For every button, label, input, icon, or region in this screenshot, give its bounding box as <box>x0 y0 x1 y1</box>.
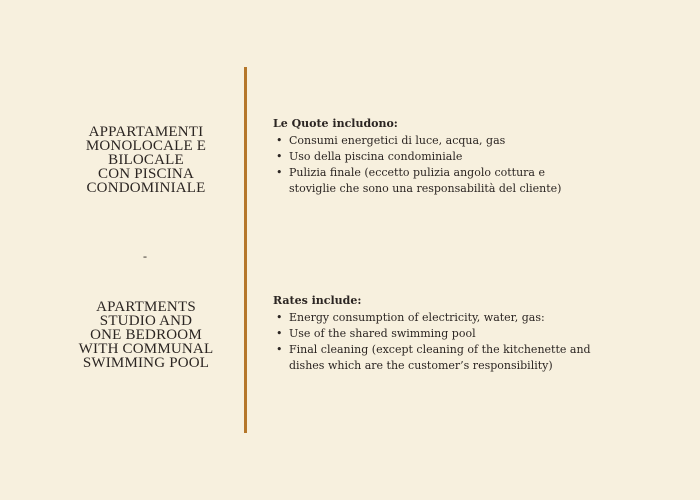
heading-line: CONDOMINIALE <box>86 180 206 196</box>
bullet-icon: • <box>276 150 283 163</box>
list-item-text: dishes which are the customer’s responsibility) <box>289 359 553 372</box>
italian-rates-list <box>273 133 673 197</box>
heading-line: ONE BEDROOM <box>90 327 202 343</box>
list-item <box>273 149 673 165</box>
list-item-text: stoviglie che sono una responsabilità del cliente) <box>289 182 562 195</box>
vertical-divider <box>244 67 247 433</box>
heading-line: WITH COMMUNAL <box>78 341 214 357</box>
heading-line: SWIMMING POOL <box>82 355 210 371</box>
list-item-text: Final cleaning (except cleaning of the kitchenette and <box>289 343 591 356</box>
english-rates-list <box>273 310 673 374</box>
list-item-text: Uso della piscina condominiale <box>289 150 463 163</box>
language-separator: - <box>143 249 147 263</box>
bullet-icon: • <box>276 134 283 147</box>
heading-line: BILOCALE <box>108 152 184 168</box>
heading-line: APARTMENTS <box>96 299 196 315</box>
heading-line: MONOLOCALE E <box>85 138 207 154</box>
list-item-text: Consumi energetici di luce, acqua, gas <box>289 134 506 147</box>
italian-rates-block <box>273 116 673 197</box>
list-item <box>273 165 673 197</box>
list-item <box>273 342 673 374</box>
bullet-icon: • <box>276 166 283 179</box>
bullet-icon: • <box>276 327 283 340</box>
list-item-text: Pulizia finale (eccetto pulizia angolo cottura e <box>289 166 545 179</box>
english-rates-title: Rates include: <box>273 294 362 307</box>
list-item <box>273 133 673 149</box>
list-item <box>273 310 673 326</box>
english-apartment-heading <box>60 300 232 370</box>
list-item-text: Use of the shared swimming pool <box>289 327 476 340</box>
bullet-icon: • <box>276 311 283 324</box>
list-item <box>273 326 673 342</box>
italian-rates-title: Le Quote includono: <box>273 117 398 130</box>
heading-line: APPARTAMENTI <box>88 124 204 140</box>
heading-line: STUDIO AND <box>99 313 193 329</box>
bullet-icon: • <box>276 343 283 356</box>
heading-line: CON PISCINA <box>98 166 194 182</box>
english-rates-block <box>273 293 673 374</box>
italian-apartment-heading <box>60 125 232 195</box>
list-item-text: Energy consumption of electricity, water, gas: <box>289 311 545 324</box>
